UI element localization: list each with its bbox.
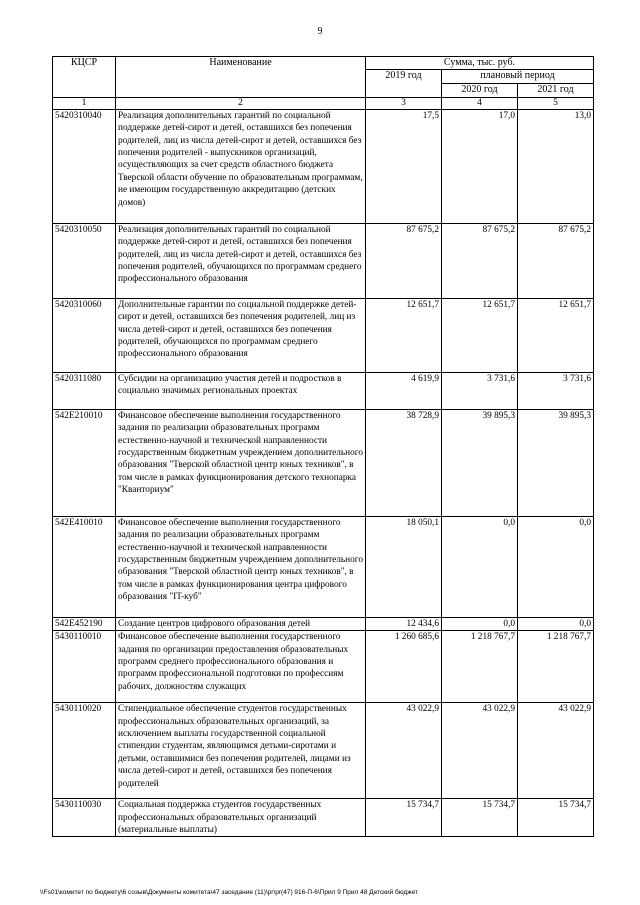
row-value-2019: 1 260 685,6 xyxy=(366,631,442,703)
row-name: Дополнительные гарантии по социальной поддержке детей-сирот и детей, оставшихся без попечения родителей, лиц из числа детей-сирот и детей, оставшихся без попечения родителей, обучающихся по программам среднего профессионального образования xyxy=(116,298,366,372)
row-code: 5430110030 xyxy=(53,799,116,837)
row-value-2021: 3 731,6 xyxy=(518,372,594,409)
row-value-2020: 0,0 xyxy=(442,516,518,617)
header-name: Наименование xyxy=(116,57,366,98)
row-value-2021: 13,0 xyxy=(518,109,594,223)
table-row xyxy=(53,109,594,223)
row-value-2019: 12 434,6 xyxy=(366,617,442,630)
row-code: 5420311080 xyxy=(53,372,116,409)
table-body xyxy=(53,97,594,837)
row-name: Стипендиальное обеспечение студентов государственных профессиональных образовательных организаций, за исключением выплаты государственной социальной стипендии студентам, являющимся детьми-сиротами и детьми, оставшимися без попечения родителей, лицами из числа детей-сирот и детей, оставшихся без попечения родителей xyxy=(116,703,366,799)
column-index: 5 xyxy=(518,97,594,109)
row-value-2019: 87 675,2 xyxy=(366,223,442,298)
row-code: 5430110020 xyxy=(53,703,116,799)
table-row xyxy=(53,516,594,617)
row-code: 5420310050 xyxy=(53,223,116,298)
row-value-2021: 12 651,7 xyxy=(518,298,594,372)
row-code: 542E410010 xyxy=(53,516,116,617)
row-value-2021: 1 218 767,7 xyxy=(518,631,594,703)
row-code: 5420310040 xyxy=(53,109,116,223)
row-name: Создание центров цифрового образования детей xyxy=(116,617,366,630)
table-row xyxy=(53,298,594,372)
row-value-2021: 87 675,2 xyxy=(518,223,594,298)
row-value-2020: 1 218 767,7 xyxy=(442,631,518,703)
row-name: Субсидии на организацию участия детей и подростков в социально значимых региональных проектах xyxy=(116,372,366,409)
header-planned: плановый период xyxy=(442,70,594,84)
row-value-2021: 15 734,7 xyxy=(518,799,594,837)
page-number: 9 xyxy=(317,26,323,37)
header-2019: 2019 год xyxy=(366,70,442,97)
row-value-2020: 3 731,6 xyxy=(442,372,518,409)
table-row xyxy=(53,372,594,409)
row-value-2020: 12 651,7 xyxy=(442,298,518,372)
row-value-2019: 38 728,9 xyxy=(366,409,442,516)
column-index: 2 xyxy=(116,97,366,109)
file-path-footer: \\Fs01\комитет по бюджету\6 созыв\Документы комитета\47 заседание (11)\pr\pr(47) 916-П-6\Прил 9 Прил 48 Детский бюджет xyxy=(40,889,419,896)
column-index: 3 xyxy=(366,97,442,109)
row-name: Реализация дополнительных гарантий по социальной поддержке детей-сирот и детей, оставшихся без попечения родителей, лиц из числа детей-сирот и детей, оставшихся без попечения родителей - выпускников организаций, осуществляющих за счет средств областного бюджета Тверской области обучение по образовательным программам, не имеющим государственную аккредитацию (детских домов) xyxy=(116,109,366,223)
row-name: Финансовое обеспечение выполнения государственного задания по организации предоставления образовательных программ среднего профессионального образования и программ профессиональной подготовки по профессиям рабочих, должностям служащих xyxy=(116,631,366,703)
table-row xyxy=(53,223,594,298)
row-name: Финансовое обеспечение выполнения государственного задания по реализации образовательных программ естественно-научной и технической направленности государственным бюджетным учреждением дополнительного образования "Тверской областной центр юных техников", в том числе в рамках функционирования центра цифрового образования "IT-куб" xyxy=(116,516,366,617)
row-value-2019: 15 734,7 xyxy=(366,799,442,837)
row-value-2020: 39 895,3 xyxy=(442,409,518,516)
row-value-2020: 43 022,9 xyxy=(442,703,518,799)
table-row xyxy=(53,703,594,799)
row-value-2019: 12 651,7 xyxy=(366,298,442,372)
row-value-2019: 43 022,9 xyxy=(366,703,442,799)
table-row xyxy=(53,799,594,837)
row-value-2019: 17,5 xyxy=(366,109,442,223)
row-value-2021: 43 022,9 xyxy=(518,703,594,799)
column-index-row xyxy=(53,97,594,109)
table-row xyxy=(53,409,594,516)
header-code: КЦСР xyxy=(53,57,116,98)
budget-table xyxy=(52,56,594,837)
table-row xyxy=(53,631,594,703)
row-value-2020: 87 675,2 xyxy=(442,223,518,298)
row-name: Реализация дополнительных гарантий по социальной поддержке детей-сирот и детей, оставшихся без попечения родителей, лиц из числа детей-сирот и детей, оставшихся без попечения родителей, обучающихся по программам среднего профессионального образования xyxy=(116,223,366,298)
row-value-2021: 0,0 xyxy=(518,617,594,630)
row-value-2019: 18 050,1 xyxy=(366,516,442,617)
row-value-2020: 0,0 xyxy=(442,617,518,630)
row-value-2019: 4 619,9 xyxy=(366,372,442,409)
row-code: 542E452190 xyxy=(53,617,116,630)
column-index: 4 xyxy=(442,97,518,109)
header-2020: 2020 год xyxy=(442,84,518,97)
row-value-2021: 39 895,3 xyxy=(518,409,594,516)
row-name: Социальная поддержка студентов государственных профессиональных образовательных организаций (материальные выплаты) xyxy=(116,799,366,837)
row-name: Финансовое обеспечение выполнения государственного задания по реализации образовательных программ естественно-научной и технической направленности государственным бюджетным учреждением дополнительного образования "Тверской областной центр юных техников", в том числе в рамках функционирования детского технопарка "Кванториум" xyxy=(116,409,366,516)
row-value-2020: 17,0 xyxy=(442,109,518,223)
table-row xyxy=(53,617,594,630)
row-code: 5420310060 xyxy=(53,298,116,372)
header-2021: 2021 год xyxy=(518,84,594,97)
column-index: 1 xyxy=(53,97,116,109)
row-code: 542E210010 xyxy=(53,409,116,516)
row-value-2021: 0,0 xyxy=(518,516,594,617)
row-code: 5430110010 xyxy=(53,631,116,703)
header-sum: Сумма, тыс. руб. xyxy=(366,57,594,70)
row-value-2020: 15 734,7 xyxy=(442,799,518,837)
